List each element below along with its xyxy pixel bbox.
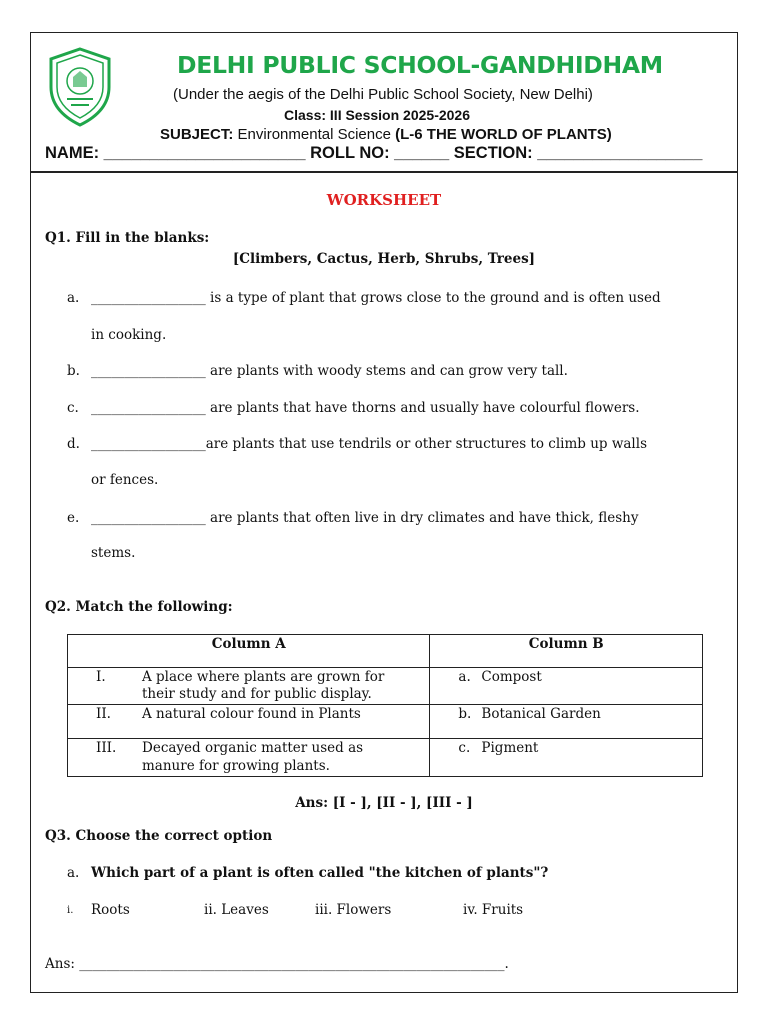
table-row	[68, 668, 703, 705]
column-a-text: A place where plants are grown for	[142, 669, 385, 685]
q3-item-a-letter: a.	[67, 865, 80, 881]
row-number: III.	[96, 740, 117, 756]
q1-item-d-text: _________________are plants that use tendrils or other structures to climb up walls	[91, 436, 647, 452]
worksheet-title: WORKSHEET	[326, 191, 442, 209]
subject-line	[160, 126, 612, 143]
subtitle: (Under the aegis of the Delhi Public School Society, New Delhi)	[173, 86, 593, 103]
worksheet-page	[30, 32, 738, 993]
name-roll-section-row: NAME: ______________________ ROLL NO: ______ SECTION: __________________	[45, 144, 703, 162]
q1-item-a-text-cont: in cooking.	[91, 327, 167, 343]
q1-item-a-text: _________________ is a type of plant that grows close to the ground and is often used	[91, 290, 661, 306]
option-fruits: iv. Fruits	[463, 902, 524, 918]
q1-item-a-letter: a.	[67, 290, 80, 306]
column-a-text: Decayed organic matter used as	[142, 740, 364, 756]
option-i-marker: i.	[67, 905, 74, 916]
q3-answer-line: Ans: _______________________________________________________________.	[45, 956, 509, 972]
q1-item-e-text-cont: stems.	[91, 545, 136, 561]
q2-title: Q2. Match the following:	[45, 599, 233, 615]
q2-answer-line: Ans: [I - ], [II - ], [III - ]	[295, 795, 473, 811]
option-roots: Roots	[91, 902, 130, 918]
option-flowers: iii. Flowers	[315, 902, 392, 918]
table-row	[68, 705, 703, 739]
word-bank: [Climbers, Cactus, Herb, Shrubs, Trees]	[232, 251, 536, 267]
column-a-text-cont: their study and for public display.	[142, 686, 372, 702]
q1-item-b-text: _________________ are plants with woody stems and can grow very tall.	[91, 363, 568, 379]
q1-item-e-text: _________________ are plants that often live in dry climates and have thick, fleshy	[91, 510, 639, 526]
match-table	[67, 634, 703, 777]
school-name: DELHI PUBLIC SCHOOL-GANDHIDHAM	[177, 51, 663, 79]
option-letter: c.	[458, 740, 471, 756]
chapter-title: (L-6 THE WORLD OF PLANTS)	[395, 126, 612, 143]
column-a-text-cont: manure for growing plants.	[142, 758, 330, 774]
option-letter: b.	[458, 706, 472, 722]
q3-question: Which part of a plant is often called "the kitchen of plants"?	[91, 865, 549, 881]
option-leaves: ii. Leaves	[204, 902, 269, 918]
school-crest-icon	[47, 47, 113, 127]
row-number: II.	[96, 706, 111, 722]
column-b-text: Botanical Garden	[481, 706, 601, 722]
q1-item-d-text-cont: or fences.	[91, 472, 159, 488]
subject-value: Environmental Science	[237, 126, 391, 143]
table-header-row	[68, 635, 703, 668]
q1-item-c-text: _________________ are plants that have thorns and usually have colourful flowers.	[91, 400, 640, 416]
q1-title: Q1. Fill in the blanks:	[45, 230, 210, 246]
column-a-text: A natural colour found in Plants	[142, 706, 361, 722]
table-row	[68, 739, 703, 777]
header-divider	[31, 171, 737, 173]
subject-label: SUBJECT:	[160, 126, 234, 143]
q3-title: Q3. Choose the correct option	[45, 828, 273, 844]
column-b-text: Compost	[481, 669, 542, 685]
class-session: Class: III Session 2025-2026	[284, 107, 470, 123]
q1-item-c-letter: c.	[67, 400, 79, 416]
q1-item-b-letter: b.	[67, 363, 80, 379]
column-b-text: Pigment	[481, 740, 539, 756]
q1-item-e-letter: e.	[67, 510, 80, 526]
q1-item-d-letter: d.	[67, 436, 80, 452]
row-number: I.	[96, 669, 106, 685]
column-b-header: Column B	[430, 635, 703, 668]
column-a-header: Column A	[68, 635, 430, 668]
option-letter: a.	[458, 669, 471, 685]
